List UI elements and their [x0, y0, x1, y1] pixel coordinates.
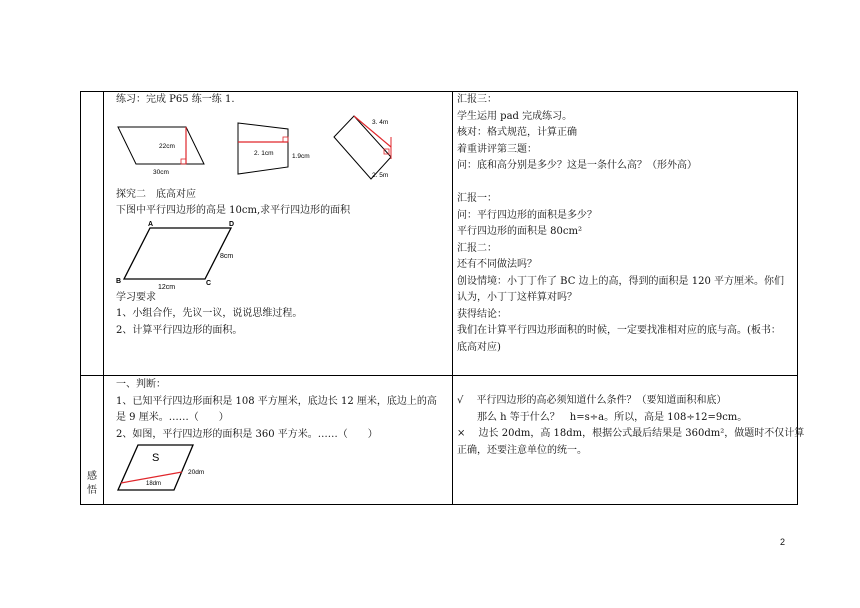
answer-1-line2: 那么 h 等于什么？ h=s÷a。所以，高是 108÷12=9cm。: [477, 411, 748, 423]
vertex-d-label: D: [229, 220, 235, 228]
row2-right-cell: [457, 393, 805, 459]
column-divider-middle: [452, 92, 453, 504]
lesson-table: [80, 91, 805, 505]
requirement-title: 学习要求: [116, 291, 156, 303]
report1-line2: [457, 224, 795, 241]
vertex-b-label: B: [116, 277, 122, 285]
conclusion-line1: 我们在计算平行四边形面积的时候，一定要找准相对应的底与高。(板书：: [457, 325, 781, 336]
report3-line1: 学生运用 pad 完成练习。: [457, 110, 573, 122]
base-bc-label: 12cm: [158, 283, 176, 290]
conclusion-title: 获得结论：: [457, 308, 507, 320]
figure-s-height-label: 18dm: [146, 481, 162, 487]
explore-title: 探究二 底高对应: [116, 188, 196, 200]
answer-2-line2: 正确，还要注意单位的统一。: [457, 444, 587, 456]
page-number: 2: [780, 537, 786, 547]
vertex-a-label: A: [148, 220, 154, 228]
figure-1-height-label: 22cm: [159, 142, 175, 150]
column-divider-side: [103, 92, 104, 504]
row2-left-cell: [116, 377, 450, 493]
report2-line3: 认为，小丁丁这样算对吗？: [457, 292, 577, 303]
requirement-2: 2、计算平行四边形的面积。: [116, 324, 243, 336]
side-label-char-1: 感: [87, 471, 97, 482]
report1-title: 汇报一：: [457, 193, 497, 204]
judge-title: 一、判断：: [116, 379, 166, 390]
figure-s-parallelogram: [116, 443, 226, 493]
requirement-1: 1、小组合作，先议一议，说说思维过程。: [116, 308, 303, 319]
blank-line: [457, 175, 795, 192]
answer-2-line1: × 边长 20dm，高 18dm，根据公式最后结果是 360dm²，做题时不仅计算: [457, 428, 805, 439]
figure-s-label: S: [152, 452, 160, 464]
answer-1-line1: √ 平行四边形的高必须知道什么条件？（要知道面积和底）: [457, 395, 727, 406]
figure-2-base-label: 2. 1cm: [254, 149, 274, 157]
report1-line1: 问：平行四边形的面积是多少？: [457, 209, 597, 221]
report1-area-text: 平行四边形的面积是 80cm²: [457, 226, 582, 237]
vertex-c-label: C: [206, 279, 212, 287]
figure-2-side-label: 1.9cm: [292, 152, 310, 160]
side-label-reflection: [81, 470, 103, 498]
practice-figures: [116, 109, 446, 181]
report3-line3: 着重讲评第三题：: [457, 143, 537, 155]
row1-left-cell: [116, 92, 446, 339]
report2-line2: 创设情境：小丁丁作了 BC 边上的高，得到的面积是 120 平方厘米。你们: [457, 275, 784, 287]
report2-line1: 还有不同做法吗？: [457, 259, 537, 270]
figure-3-top-label: 3. 4m: [372, 118, 389, 126]
report3-line4: 问：底和高分别是多少？这是一条什么高？（形外高）: [457, 160, 697, 171]
row-divider: [81, 375, 797, 376]
conclusion-line2: 底高对应): [457, 341, 501, 353]
side-label-char-2: 悟: [87, 485, 97, 496]
report2-title: 汇报二：: [457, 242, 497, 254]
report3-line2: 核对：格式规范，计算正确: [457, 127, 577, 138]
figure-3-parallelogram: [334, 116, 391, 179]
report3-title: 汇报三：: [457, 94, 497, 105]
figure-abcd: [116, 220, 256, 290]
question-1-line2: 是 9 厘米。……（ ）: [116, 412, 229, 423]
question-1-line1: 1、已知平行四边形面积是 108 平方厘米，底边长 12 厘米，底边上的高: [116, 395, 437, 407]
question-2: 2、如图，平行四边形的面积是 360 平方米。……（ ）: [116, 428, 378, 440]
figure-s-side-label: 20dm: [188, 469, 205, 476]
row1-right-cell: [457, 92, 795, 356]
figure-3-bottom-label: 2. 5m: [372, 171, 389, 179]
explore-text: 下图中平行四边形的高是 10cm,求平行四边形的面积: [116, 205, 351, 216]
figure-2-parallelogram: [238, 123, 310, 174]
side-cd-label: 8cm: [220, 252, 234, 260]
exercise-text: 练习：完成 P65 练一练 1.: [116, 94, 235, 105]
figure-1-base-label: 30cm: [153, 168, 169, 176]
figure-1-parallelogram: [118, 127, 204, 176]
